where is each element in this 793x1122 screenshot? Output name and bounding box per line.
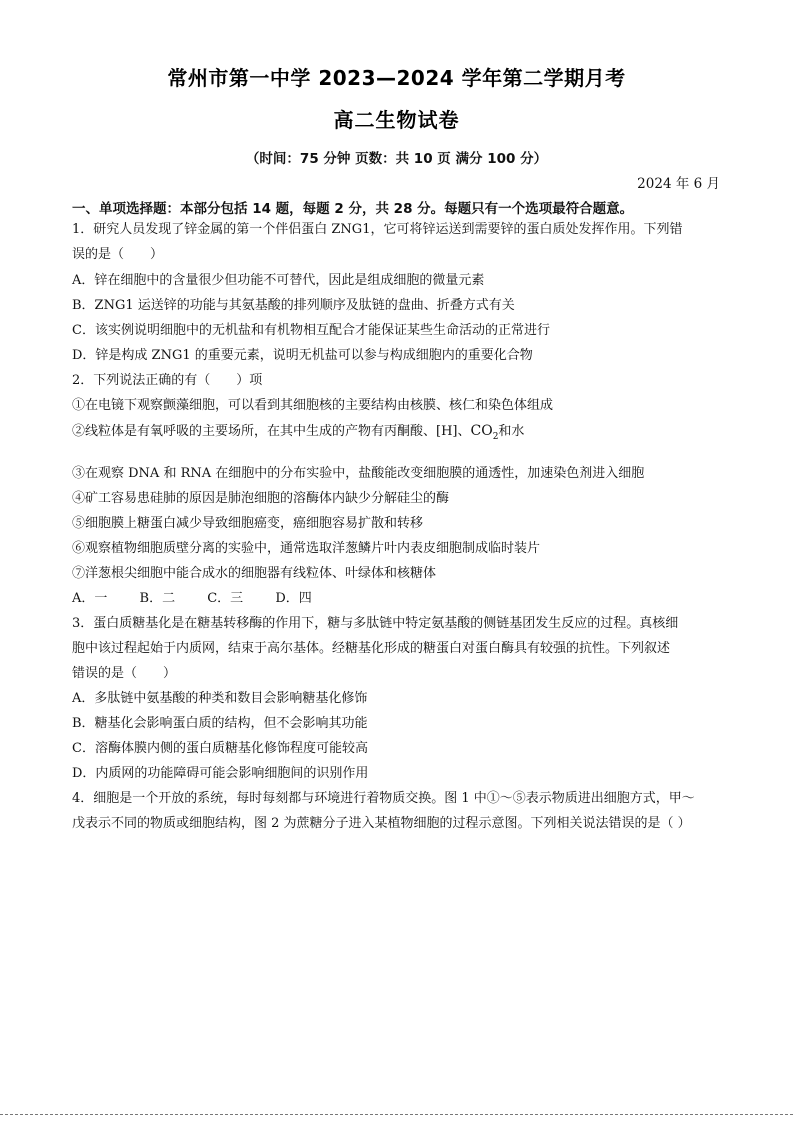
q2-item-4: ④矿工容易患硅肺的原因是肺泡细胞的溶酶体内缺少分解硅尘的酶 [72, 491, 450, 506]
q2-item-5: ⑤细胞膜上糖蛋白减少导致细胞癌变，癌细胞容易扩散和转移 [72, 516, 424, 531]
q2-item-2-tail: 和水 [498, 424, 525, 439]
q3-stem-line3: 错误的是（ ） [72, 666, 177, 681]
q3-option-c: C．溶酶体膜内侧的蛋白质糖基化修饰程度可能较高 [72, 741, 368, 756]
q3-stem-line1: 3．蛋白质糖基化是在糖基转移酶的作用下，糖与多肽链中特定氨基酸的侧链基团发生反应的过程。真核细 [72, 616, 679, 631]
q2-choice-a: A．一 [72, 591, 108, 606]
q1-option-d: D．锌是构成 ZNG1 的重要元素，说明无机盐可以参与构成细胞内的重要化合物 [72, 348, 533, 363]
q2-choices [72, 590, 732, 608]
q2-stem: 2．下列说法正确的有（ ）项 [72, 373, 263, 388]
q2-choice-d: D．四 [275, 591, 312, 606]
q1-option-a: A．锌在细胞中的含量很少但功能不可替代，因此是组成细胞的微量元素 [72, 273, 485, 288]
q3-option-b: B．糖基化会影响蛋白质的结构，但不会影响其功能 [72, 716, 368, 731]
q2-item-1: ①在电镜下观察颤藻细胞，可以看到其细胞核的主要结构由核膜、核仁和染色体组成 [72, 398, 554, 413]
q2-item-2 [72, 422, 732, 446]
section-heading: 一、单项选择题：本部分包括 14 题，每题 2 分，共 28 分。每题只有一个选项最符合题意。 [72, 201, 634, 217]
q1-option-b: B．ZNG1 运送锌的功能与其氨基酸的排列顺序及肽链的盘曲、折叠方式有关 [72, 298, 515, 313]
exam-title: 常州市第一中学 2023—2024 学年第二学期月考 [167, 66, 626, 90]
exam-meta: （时间：75 分钟 页数：共 10 页 满分 100 分） [245, 151, 548, 167]
q4-stem-line1: 4．细胞是一个开放的系统，每时每刻都与环境进行着物质交换。图 1 中①～⑤表示物质进出细胞方式，甲～ [72, 791, 695, 806]
q2-item-6: ⑥观察植物细胞质壁分离的实验中，通常选取洋葱鳞片叶内表皮细胞制成临时装片 [72, 541, 541, 556]
q3-option-a: A．多肽链中氨基酸的种类和数目会影响糖基化修饰 [72, 691, 368, 706]
exam-subtitle: 高二生物试卷 [333, 108, 460, 132]
q1-stem-line1: 1．研究人员发现了锌金属的第一个伴侣蛋白 ZNG1，它可将锌运送到需要锌的蛋白质处发挥作用。下列错 [72, 222, 683, 237]
q2-choice-b: B．二 [139, 591, 176, 606]
q3-stem-line2: 胞中该过程起始于内质网，结束于高尔基体。经糖基化形成的糖蛋白对蛋白酶具有较强的抗性。下列叙述 [72, 641, 671, 656]
page-bottom-rule [0, 1114, 793, 1115]
q1-stem-line2: 误的是（ ） [72, 247, 164, 262]
q2-item-7: ⑦洋葱根尖细胞中能合成水的细胞器有线粒体、叶绿体和核糖体 [72, 566, 437, 581]
exam-date: 2024 年 6 月 [637, 176, 720, 192]
q2-item-2-text: ②线粒体是有氧呼吸的主要场所，在其中生成的产物有丙酮酸、[H]、 [72, 424, 471, 439]
q2-item-3: ③在观察 DNA 和 RNA 在细胞中的分布实验中，盐酸能改变细胞膜的通透性，加速染色剂进入细胞 [72, 466, 645, 481]
co2-formula: $CO_2$ [470, 423, 499, 442]
q1-option-c: C．该实例说明细胞中的无机盐和有机物相互配合才能保证某些生命活动的正常进行 [72, 323, 550, 338]
q3-option-d: D．内质网的功能障碍可能会影响细胞间的识别作用 [72, 766, 369, 781]
q4-stem-line2: 戊表示不同的物质或细胞结构，图 2 为蔗糖分子进入某植物细胞的过程示意图。下列相关说法错误的是（ ） [72, 816, 691, 831]
q2-choice-c: C．三 [207, 591, 244, 606]
